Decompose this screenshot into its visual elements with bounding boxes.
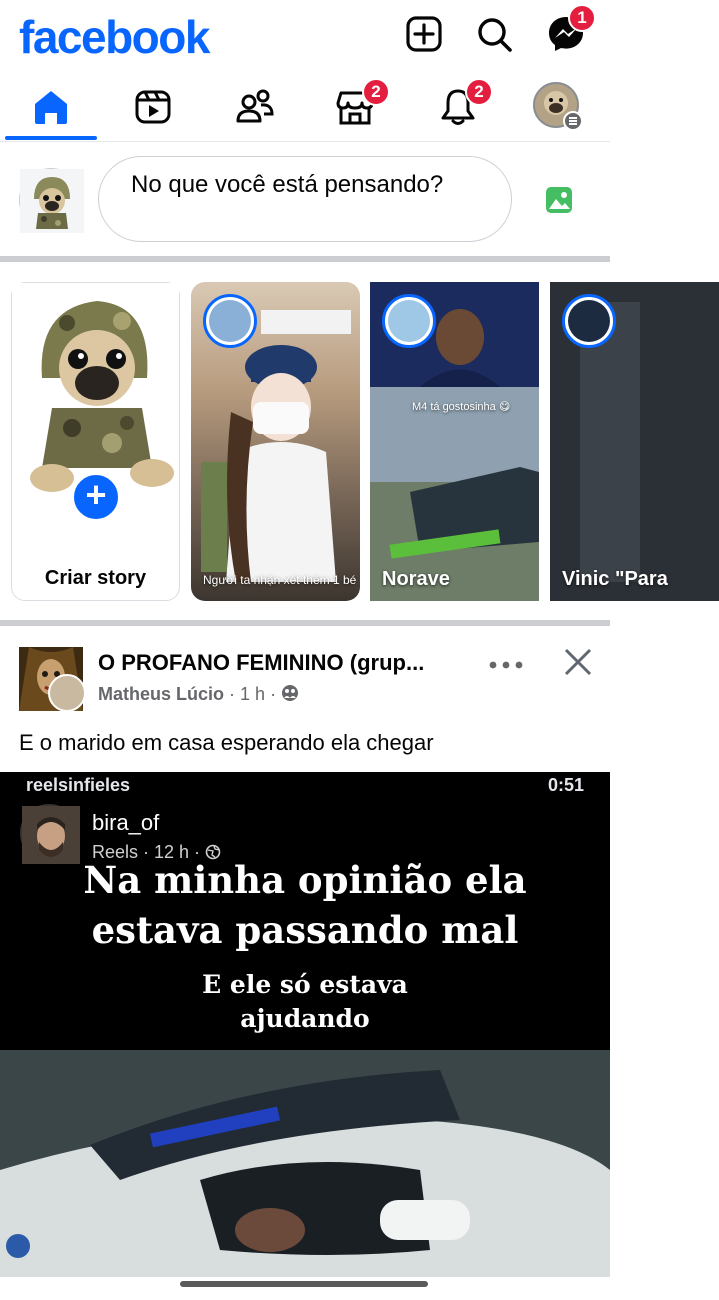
home-icon [31, 87, 71, 127]
notifications-badge: 2 [465, 78, 493, 106]
police-car-image [0, 1050, 610, 1277]
more-icon [488, 660, 524, 670]
video-duration: 0:51 [547, 775, 584, 795]
video-frame [0, 1050, 610, 1277]
section-divider [0, 620, 610, 626]
home-indicator[interactable] [180, 1281, 428, 1287]
author-name[interactable]: Matheus Lúcio [98, 684, 225, 704]
story-card[interactable] [370, 282, 539, 601]
more-options-button[interactable] [488, 646, 524, 677]
meta-separator: · [229, 684, 241, 704]
create-story-label: Criar story [44, 567, 147, 589]
group-name[interactable]: O PROFANO FEMININO (grup... [98, 650, 425, 675]
story-name: Norave [382, 568, 450, 590]
tab-friends[interactable] [227, 82, 283, 132]
post-text: E o marido em casa esperando ela chegar [19, 730, 434, 755]
reel-author-avatar [20, 804, 78, 862]
post-video[interactable] [0, 772, 610, 1277]
group-privacy-icon [281, 684, 299, 702]
post-meta [98, 684, 299, 705]
story-name: Vinic "Para [562, 568, 668, 590]
video-caption-line: E ele só estava [202, 970, 408, 999]
video-icon [133, 87, 173, 127]
hide-post-button[interactable] [558, 642, 598, 682]
messenger-badge: 1 [568, 4, 596, 32]
story-card[interactable] [191, 282, 360, 601]
reel-author-name: bira_of [92, 810, 160, 835]
stories-tray [0, 262, 668, 620]
post-header [0, 628, 610, 728]
add-photo-button[interactable] [544, 185, 574, 215]
top-bar [0, 0, 610, 72]
friends-icon [235, 87, 275, 127]
create-post-button[interactable] [404, 14, 444, 54]
plus-square-icon [404, 14, 444, 54]
tab-profile-menu[interactable] [530, 82, 586, 132]
video-source-user: reelsinfieles [26, 775, 131, 795]
profile-menu-icon [532, 81, 584, 133]
story-avatar [562, 294, 616, 348]
tab-bar [0, 74, 610, 142]
tab-home[interactable] [23, 82, 79, 132]
close-icon [558, 642, 598, 682]
story-avatar [203, 294, 257, 348]
video-caption-line: ajudando [240, 1004, 370, 1033]
author-avatar[interactable] [48, 674, 86, 712]
post-time[interactable]: 1 h [240, 684, 266, 704]
search-button[interactable] [474, 14, 514, 54]
meta-separator: · [270, 684, 282, 704]
search-icon [474, 14, 514, 54]
facebook-logo[interactable]: facebook [19, 11, 209, 63]
story-overlay-text: Người ta nhận xét thêm 1 bé [203, 573, 357, 587]
composer-input[interactable]: No que você está pensando? [98, 156, 512, 242]
video-caption-line: estava passando mal [91, 908, 519, 952]
story-overlay-text: M4 tá gostosinha 😋 [412, 401, 511, 413]
avatar[interactable] [19, 168, 83, 232]
reel-meta-text: Reels · 12 h · [92, 842, 201, 862]
marketplace-badge: 2 [362, 78, 390, 106]
pug-avatar-image [20, 169, 84, 233]
create-story-card[interactable] [11, 282, 180, 601]
post-composer [0, 143, 610, 256]
story-card[interactable] [550, 282, 719, 601]
create-story-image [12, 283, 179, 497]
tab-video[interactable] [125, 82, 181, 132]
active-tab-indicator [5, 136, 97, 140]
add-story-button[interactable]: + [70, 471, 122, 523]
video-caption-line: Na minha opinião ela [83, 858, 527, 902]
pug-plush-image [12, 283, 179, 497]
story-avatar [382, 294, 436, 348]
photo-icon [544, 185, 574, 215]
